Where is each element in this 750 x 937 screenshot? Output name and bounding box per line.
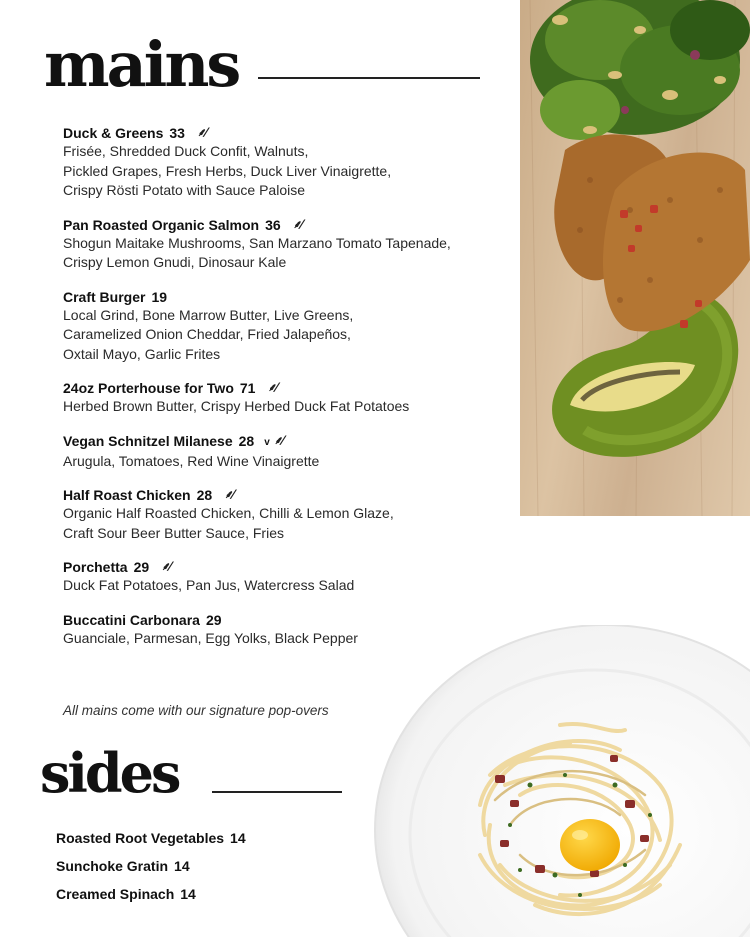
menu-item-price: 29 — [133, 559, 150, 575]
menu-item-title — [63, 216, 533, 234]
menu-item-price: 71 — [239, 380, 256, 396]
side-item-name: Roasted Root Vegetables — [56, 830, 225, 846]
side-item — [56, 824, 246, 852]
mains-note: All mains come with our signature pop-overs — [63, 703, 329, 718]
menu-item-description: Guanciale, Parmesan, Egg Yolks, Black Pepper — [63, 629, 358, 646]
vegan-marker: v — [264, 436, 270, 448]
menu-item-title — [63, 432, 533, 452]
side-item-price: 14 — [180, 886, 196, 902]
menu-item-description: Organic Half Roasted Chicken, Chilli & Lemon Glaze, — [63, 505, 394, 521]
mains-list — [63, 124, 533, 663]
menu-item-description: Crispy Rösti Potato with Sauce Paloise — [63, 182, 305, 198]
gluten-free-icon: ⸙̸ — [224, 489, 233, 501]
side-item — [56, 852, 246, 880]
side-item-price: 14 — [174, 858, 190, 874]
gluten-free-icon: ⸙̸ — [292, 218, 301, 231]
menu-item-price: 28 — [196, 487, 213, 503]
gluten-free-icon: ⸙̸ — [267, 382, 276, 394]
sides-list — [56, 824, 246, 908]
menu-item-title — [63, 379, 533, 397]
menu-item-name: Buccatini Carbonara — [63, 611, 200, 628]
side-item-name: Creamed Spinach — [56, 886, 175, 902]
menu-item-title — [63, 558, 533, 576]
menu-item-price: 19 — [151, 288, 168, 305]
menu-item — [63, 216, 533, 273]
menu-item-price: 28 — [238, 432, 255, 449]
menu-item — [63, 288, 533, 365]
menu-item-description: Herbed Brown Butter, Crispy Herbed Duck Fat Potatoes — [63, 398, 410, 414]
side-item-price: 14 — [230, 830, 246, 846]
menu-item-description: Caramelized Onion Cheddar, Fried Jalapeños, — [63, 326, 351, 342]
menu-item-name: Pan Roasted Organic Salmon — [63, 216, 260, 233]
menu-item-description: Pickled Grapes, Fresh Herbs, Duck Liver Vinaigrette, — [63, 162, 392, 179]
menu-item-name: 24oz Porterhouse for Two — [63, 380, 234, 396]
menu-item-price: 36 — [265, 216, 281, 233]
menu-item-name: Porchetta — [63, 559, 128, 575]
menu-item — [63, 432, 533, 472]
menu-item-name: Vegan Schnitzel Milanese — [63, 432, 233, 449]
mains-divider — [258, 77, 480, 79]
menu-item-name: Half Roast Chicken — [63, 487, 191, 503]
schnitzel-illustration — [520, 0, 750, 516]
menu-item-title — [63, 486, 533, 504]
sides-divider — [212, 791, 342, 793]
gluten-free-icon: ⸙̸ — [196, 127, 206, 139]
menu-item — [63, 379, 533, 417]
mains-heading: mains — [44, 28, 239, 101]
menu-item-name: Craft Burger — [63, 288, 146, 305]
side-item — [56, 880, 246, 908]
menu-item-title — [63, 124, 533, 142]
menu-item-name: Duck & Greens — [63, 125, 164, 141]
menu-item-description: Local Grind, Bone Marrow Butter, Live Greens, — [63, 306, 354, 323]
menu-item — [63, 558, 533, 596]
menu-item-price: 33 — [169, 125, 185, 141]
menu-item-description: Shogun Maitake Mushrooms, San Marzano Tomato Tapenade, — [63, 234, 451, 251]
menu-item-description: Duck Fat Potatoes, Pan Jus, Watercress Salad — [63, 577, 355, 593]
menu-item-description: Arugula, Tomatoes, Red Wine Vinaigrette — [63, 452, 320, 469]
menu-item — [63, 124, 533, 201]
menu-item-description: Crispy Lemon Gnudi, Dinosaur Kale — [63, 254, 287, 270]
menu-item-description: Frisée, Shredded Duck Confit, Walnuts, — [63, 143, 309, 159]
menu-item — [63, 486, 533, 543]
menu-item-price: 29 — [205, 611, 222, 628]
gluten-free-icon: ⸙̸ — [273, 434, 283, 447]
menu-item-description: Oxtail Mayo, Garlic Frites — [63, 345, 221, 362]
menu-item-description: Craft Sour Beer Butter Sauce, Fries — [63, 524, 284, 541]
gluten-free-icon: ⸙̸ — [161, 561, 170, 573]
schnitzel-photo — [520, 0, 750, 516]
side-item-name: Sunchoke Gratin — [56, 858, 169, 874]
menu-item-title — [63, 288, 533, 306]
sides-heading: sides — [40, 741, 179, 805]
carbonara-photo — [360, 625, 750, 937]
